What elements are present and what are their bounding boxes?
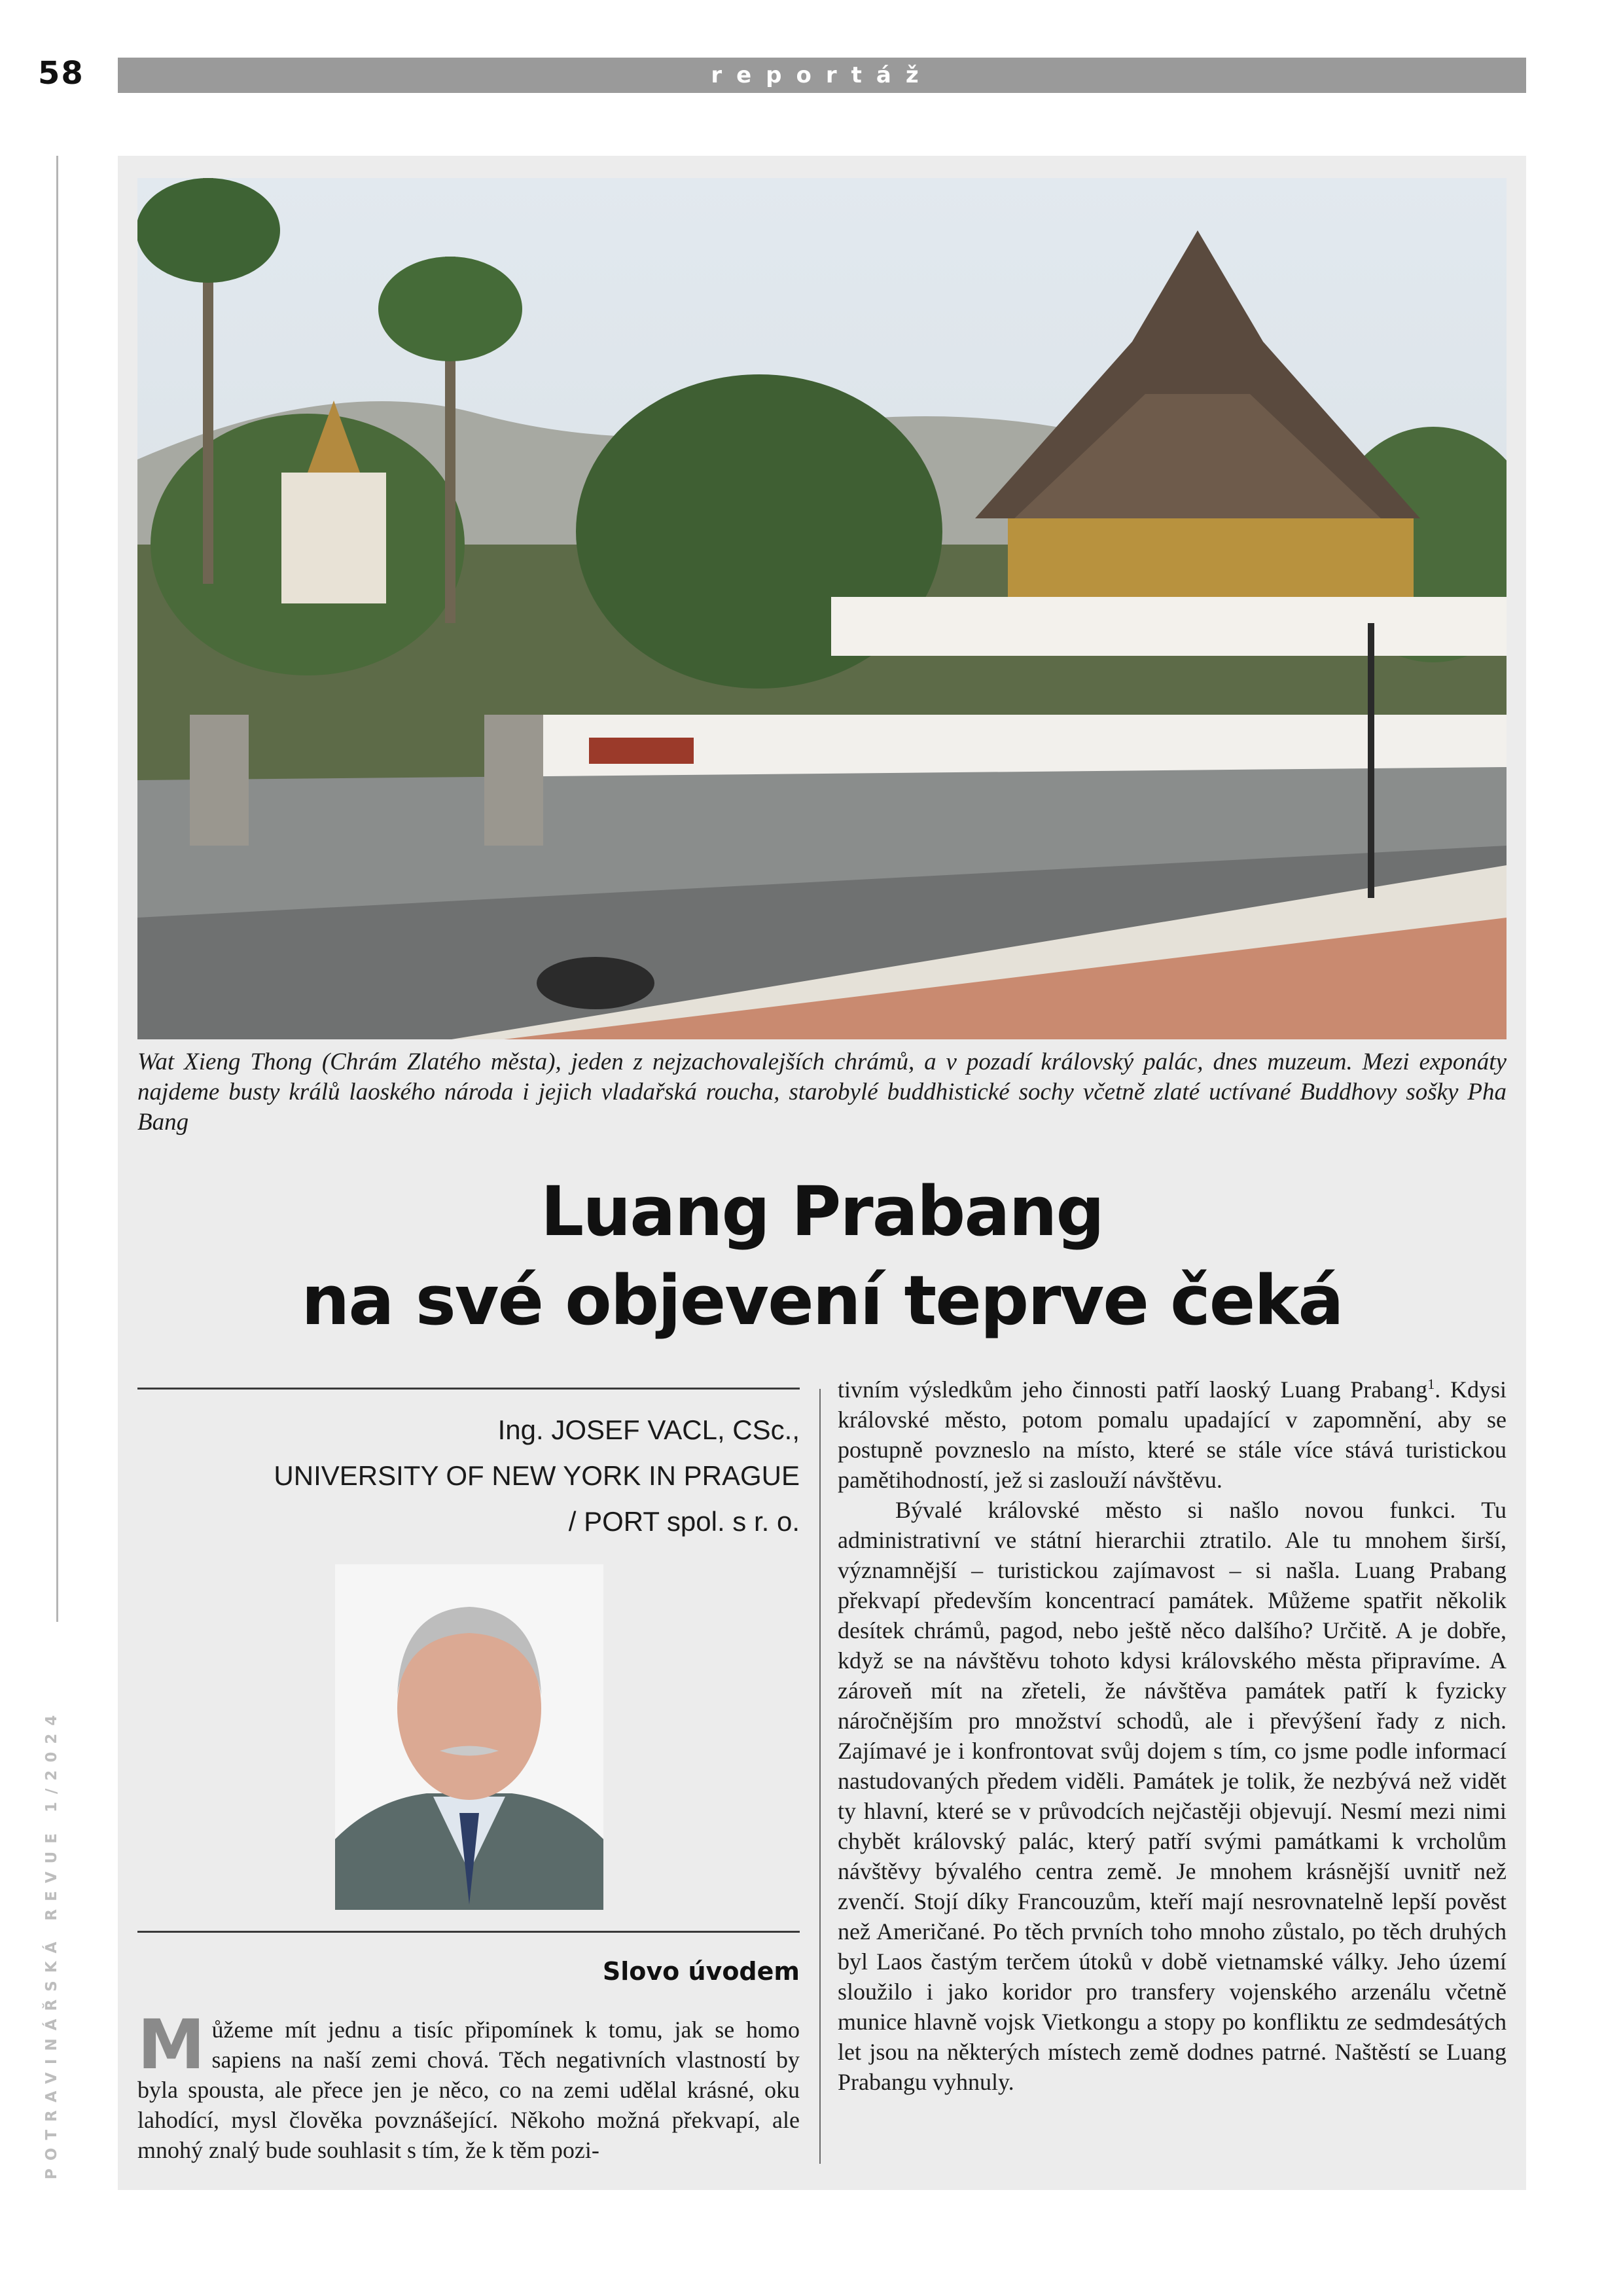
column-divider xyxy=(819,1389,821,2164)
article-title-line-1: Luang Prabang xyxy=(541,1172,1103,1251)
intro-paragraph xyxy=(137,2005,800,2165)
drop-cap: M xyxy=(137,2005,205,2085)
page-number: 58 xyxy=(38,55,84,92)
author-name: Ing. JOSEF VACL, CSc., xyxy=(497,1414,800,1445)
section-label: reportáž xyxy=(711,62,933,88)
section-subhead: Slovo úvodem xyxy=(602,1957,800,1986)
temple-photo xyxy=(137,178,1507,1039)
article-title-line-2: na své objevení teprve čeká xyxy=(301,1261,1343,1340)
section-bar xyxy=(118,58,1526,93)
right-paragraph-1: tivním výsledkům jeho činnosti patří laoský Luang Prabang$^1$. Kdysi královské město, potom pomalu upadající v zapomnění, aby se postupně povzneslo na místo, které se stále více stává turistickou pamětihodností, jež si zaslouží návštěvu. xyxy=(838,1376,1507,1493)
author-affiliation-1: UNIVERSITY OF NEW YORK IN PRAGUE xyxy=(274,1460,800,1491)
author-rule-bottom xyxy=(137,1931,800,1933)
article-title xyxy=(118,1167,1526,1345)
author-rule-top xyxy=(137,1388,800,1390)
author-portrait xyxy=(335,1564,603,1910)
article-panel xyxy=(118,156,1526,2190)
photo-caption: Wat Xieng Thong (Chrám Zlatého města), jeden z nejzachovalejších chrámů, a v pozadí královský palác, dnes muzeum. Mezi exponáty najdeme busty králů laoského národa i jejich vladařská roucha, starobylé buddhistické sochy včetně zlaté uctívané Buddhovy sošky Pha Bang xyxy=(137,1049,1507,1136)
intro-text: ůžeme mít jednu a tisíc připomínek k tomu, jak se homo sapiens na naší zemi chová. Těch negativních vlastností by byla spousta, ale přece jen je něco, co na zemi udělal krásné, oku lahodící, mysl člověka povznášející. Někoho možná překvapí, ale mnohý znalý bude souhlasit s tím, že k těm pozi- xyxy=(137,2017,800,2163)
side-rule xyxy=(56,156,58,1622)
footnote-marker: 1 xyxy=(1427,1376,1435,1392)
right-column xyxy=(838,1374,1507,2097)
magazine-issue-label: POTRAVINÁŘSKÁ REVUE 1/2024 xyxy=(43,1707,60,2179)
author-block xyxy=(137,1407,800,1545)
author-affiliation-2: / PORT spol. s r. o. xyxy=(568,1506,800,1537)
right-paragraph-2: Bývalé královské město si našlo novou funkci. Tu administrativní ve státní hierarchii ztratilo. Ale tu mnohem širší, významnější – turistickou zajímavost – si našla. Luang Prabang překvapí především koncentrací památek. Můžeme spatřit několik desítek chrámů, pagod, nebo ještě něco dalšího? Určitě. A je dobře, když se na návštěvu tohoto kdysi královského města připravíme. A zároveň mít na zřeteli, že návštěva památek patří k fyzicky náročnějším pro množství schodů, ale i převýšení řady z nich. Zajímavé je i konfrontovat svůj dojem s tím, co jsme podle informací nastudovaných předem viděli. Památek je tolik, že nezbývá než vidět ty hlavní, které se v průvodcích nejčastěji objevují. Nesmí mezi nimi chybět královský palác, který patří svými památkami k vrcholům návštěvy bývalého centra země. Je mnohem krásnější uvnitř než zvenčí. Stojí díky Francouzům, kteří mají nesrovnatelně lepší pověst než Američané. Po těch prvních toho mnoho zůstalo, po těch druhých byl Laos častým terčem útoků v době vietnamské války. Jeho území sloužilo i jako koridor pro transfery vojenského arzenálu včetně munice hlavně vojsk Vietkongu a stopy po konfliktu ze sedmdesátých let jsou na některých místech země dodnes patrné. Naštěstí se Luang Prabangu vyhnuly. xyxy=(838,1497,1507,2095)
